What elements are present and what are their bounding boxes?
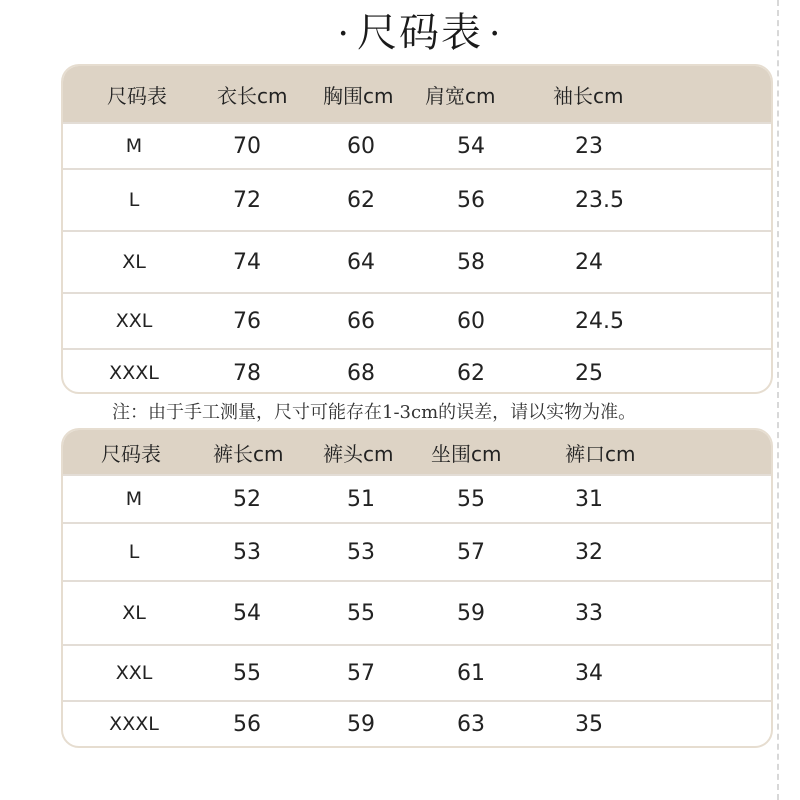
header-cell-pant-length: 裤长cm bbox=[213, 441, 284, 466]
value-cell: 62 bbox=[457, 360, 485, 386]
top-size-table bbox=[61, 64, 773, 394]
value-cell: 60 bbox=[347, 133, 375, 159]
table-row bbox=[63, 292, 771, 348]
value-cell: 74 bbox=[233, 249, 261, 275]
value-cell: 70 bbox=[233, 133, 261, 159]
header-cell-length: 衣长cm bbox=[217, 83, 288, 108]
value-cell: 57 bbox=[347, 660, 375, 686]
title-text: 尺码表 bbox=[357, 10, 483, 56]
value-cell: 56 bbox=[457, 187, 485, 213]
measurement-note: 注：由于手工测量，尺寸可能存在1-3cm的误差，请以实物为准。 bbox=[112, 402, 637, 423]
value-cell: 51 bbox=[347, 486, 375, 512]
value-cell: 25 bbox=[575, 360, 603, 386]
value-cell: 32 bbox=[575, 539, 603, 565]
size-cell: XXL bbox=[115, 662, 153, 684]
size-cell: L bbox=[128, 189, 140, 211]
size-cell: M bbox=[125, 488, 143, 510]
value-cell: 33 bbox=[575, 600, 603, 626]
value-cell: 61 bbox=[457, 660, 485, 686]
value-cell: 52 bbox=[233, 486, 261, 512]
value-cell: 76 bbox=[233, 308, 261, 334]
value-cell: 55 bbox=[233, 660, 261, 686]
value-cell: 24.5 bbox=[575, 308, 624, 334]
value-cell: 53 bbox=[347, 539, 375, 565]
value-cell: 23.5 bbox=[575, 187, 624, 213]
header-cell-leg-opening: 裤口cm bbox=[565, 441, 636, 466]
value-cell: 78 bbox=[233, 360, 261, 386]
value-cell: 23 bbox=[575, 133, 603, 159]
page-title bbox=[0, 6, 800, 60]
table-row bbox=[63, 474, 771, 522]
value-cell: 54 bbox=[457, 133, 485, 159]
value-cell: 35 bbox=[575, 711, 603, 737]
value-cell: 68 bbox=[347, 360, 375, 386]
table-row bbox=[63, 580, 771, 644]
value-cell: 53 bbox=[233, 539, 261, 565]
size-cell: XL bbox=[122, 602, 146, 624]
value-cell: 59 bbox=[457, 600, 485, 626]
size-cell: XXXL bbox=[109, 713, 159, 735]
table-row bbox=[63, 700, 771, 746]
title-dot-right: · bbox=[489, 14, 503, 55]
value-cell: 57 bbox=[457, 539, 485, 565]
value-cell: 31 bbox=[575, 486, 603, 512]
value-cell: 59 bbox=[347, 711, 375, 737]
header-cell-shoulder: 肩宽cm bbox=[425, 83, 496, 108]
bottom-size-table bbox=[61, 428, 773, 748]
table-row bbox=[63, 644, 771, 700]
size-cell: XXXL bbox=[109, 362, 159, 384]
header-cell-chest: 胸围cm bbox=[323, 83, 394, 108]
value-cell: 34 bbox=[575, 660, 603, 686]
value-cell: 54 bbox=[233, 600, 261, 626]
size-cell: M bbox=[125, 135, 143, 157]
header-cell-waist: 裤头cm bbox=[323, 441, 394, 466]
value-cell: 66 bbox=[347, 308, 375, 334]
title-dot-left: · bbox=[337, 14, 351, 55]
value-cell: 55 bbox=[457, 486, 485, 512]
header-cell-sleeve: 袖长cm bbox=[553, 83, 624, 108]
table-header bbox=[63, 66, 771, 122]
table-row bbox=[63, 230, 771, 292]
size-cell: XL bbox=[122, 251, 146, 273]
page-edge-divider bbox=[777, 0, 779, 800]
table-row bbox=[63, 522, 771, 580]
table-row bbox=[63, 168, 771, 230]
value-cell: 56 bbox=[233, 711, 261, 737]
size-cell: L bbox=[128, 541, 140, 563]
table-row bbox=[63, 348, 771, 394]
header-cell-size: 尺码表 bbox=[107, 83, 167, 108]
value-cell: 63 bbox=[457, 711, 485, 737]
value-cell: 62 bbox=[347, 187, 375, 213]
value-cell: 64 bbox=[347, 249, 375, 275]
header-cell-hip: 坐围cm bbox=[431, 441, 502, 466]
table-header bbox=[63, 430, 771, 474]
value-cell: 58 bbox=[457, 249, 485, 275]
value-cell: 60 bbox=[457, 308, 485, 334]
value-cell: 24 bbox=[575, 249, 603, 275]
value-cell: 72 bbox=[233, 187, 261, 213]
table-row bbox=[63, 122, 771, 168]
value-cell: 55 bbox=[347, 600, 375, 626]
size-cell: XXL bbox=[115, 310, 153, 332]
header-cell-size: 尺码表 bbox=[101, 441, 161, 466]
